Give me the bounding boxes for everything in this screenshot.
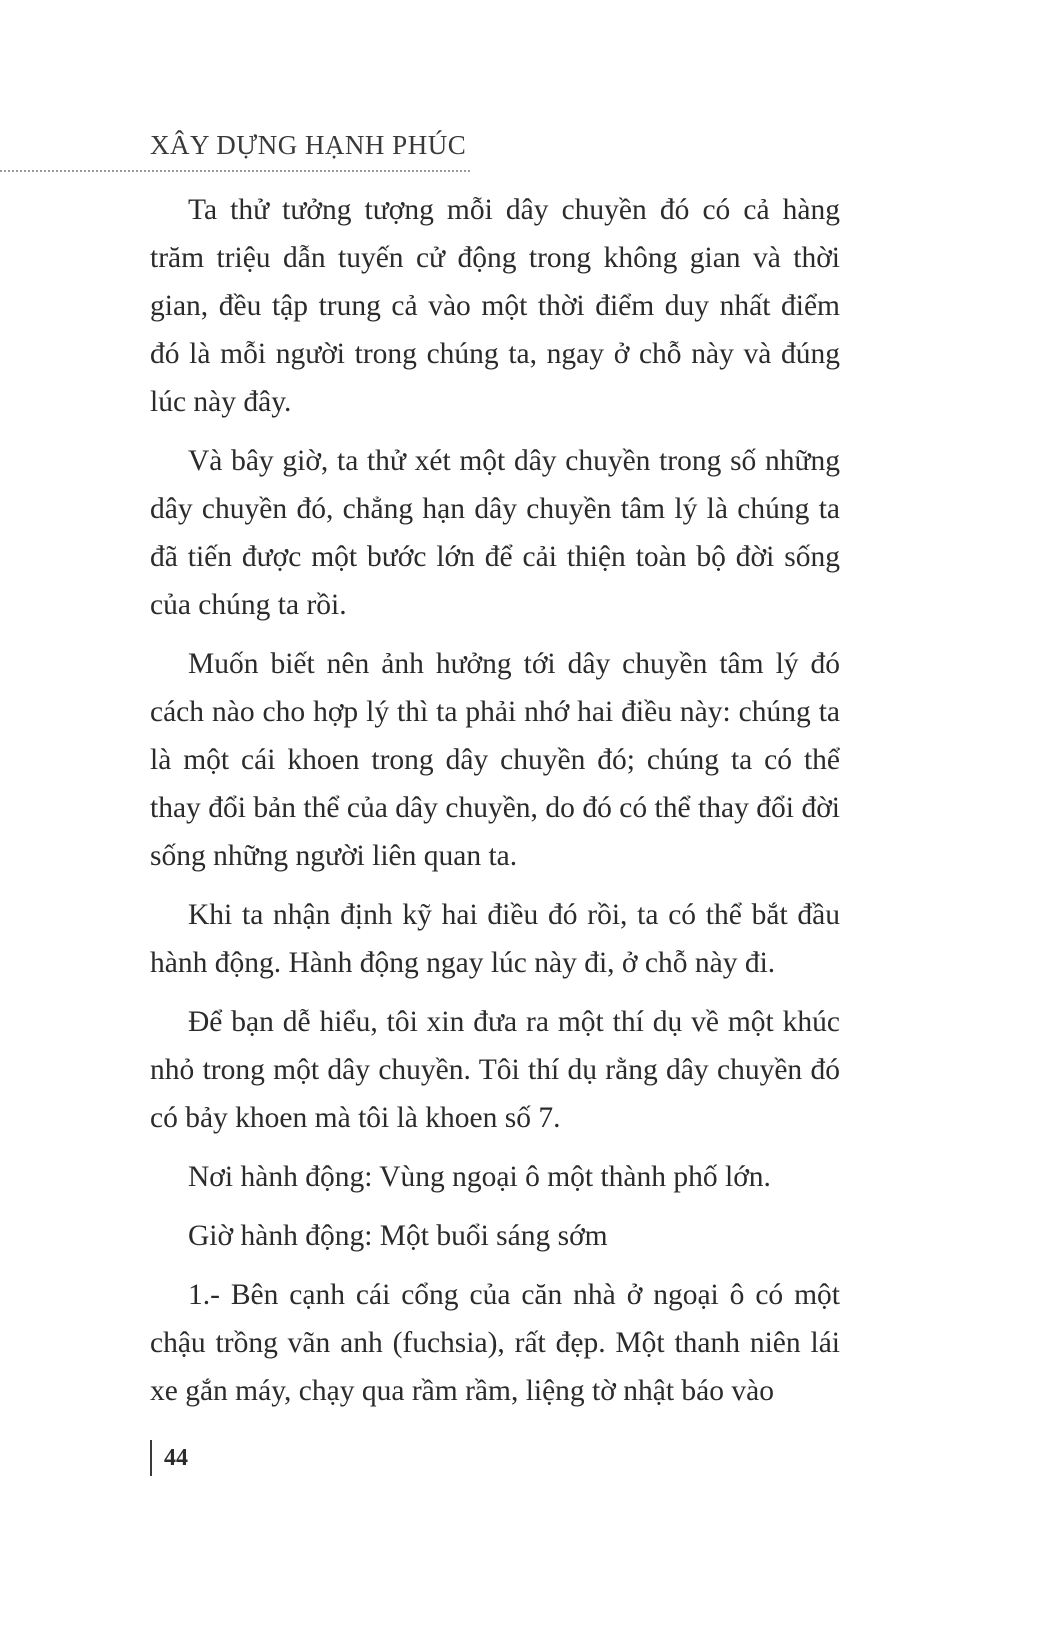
paragraph: 1.- Bên cạnh cái cổng của căn nhà ở ngoại ô có một chậu trồng vãn anh (fuchsia), rất đẹp. Một thanh niên lái xe gắn máy, chạy qua rầm rầm, liệng tờ nhật báo vào [150, 1279, 840, 1407]
paragraph: Khi ta nhận định kỹ hai điều đó rồi, ta có thể bắt đầu hành động. Hành động ngay lúc này đi, ở chỗ này đi. [150, 899, 840, 979]
page-number: 44 [164, 1444, 188, 1471]
paragraph: Để bạn dễ hiểu, tôi xin đưa ra một thí dụ về một khúc nhỏ trong một dây chuyền. Tôi thí dụ rằng dây chuyền đó có bảy khoen mà tôi là khoen số 7. [150, 1006, 840, 1134]
paragraph: Giờ hành động: Một buổi sáng sớm [188, 1220, 608, 1252]
page-body [150, 186, 840, 1426]
paragraph: Và bây giờ, ta thử xét một dây chuyền trong số những dây chuyền đó, chẳng hạn dây chuyền tâm lý là chúng ta đã tiến được một bước lớn để cải thiện toàn bộ đời sống của chúng ta rồi. [150, 445, 840, 621]
header-dotted-rule [0, 170, 470, 172]
folio-bar [150, 1440, 152, 1476]
paragraph: Ta thử tưởng tượng mỗi dây chuyền đó có cả hàng trăm triệu dẫn tuyến cử động trong không gian và thời gian, đều tập trung cả vào một thời điểm duy nhất điểm đó là mỗi người trong chúng ta, ngay ở chỗ này và đúng lúc này đây. [150, 194, 840, 418]
paragraph: Muốn biết nên ảnh hưởng tới dây chuyền tâm lý đó cách nào cho hợp lý thì ta phải nhớ hai điều này: chúng ta là một cái khoen trong dây chuyền đó; chúng ta có thể thay đổi bản thể của dây chuyền, do đó có thể thay đổi đời sống những người liên quan ta. [150, 648, 840, 872]
paragraph: Nơi hành động: Vùng ngoại ô một thành phố lớn. [188, 1161, 771, 1193]
running-header: XÂY DỰNG HẠNH PHÚC [150, 130, 467, 160]
page-folio [150, 1440, 188, 1476]
